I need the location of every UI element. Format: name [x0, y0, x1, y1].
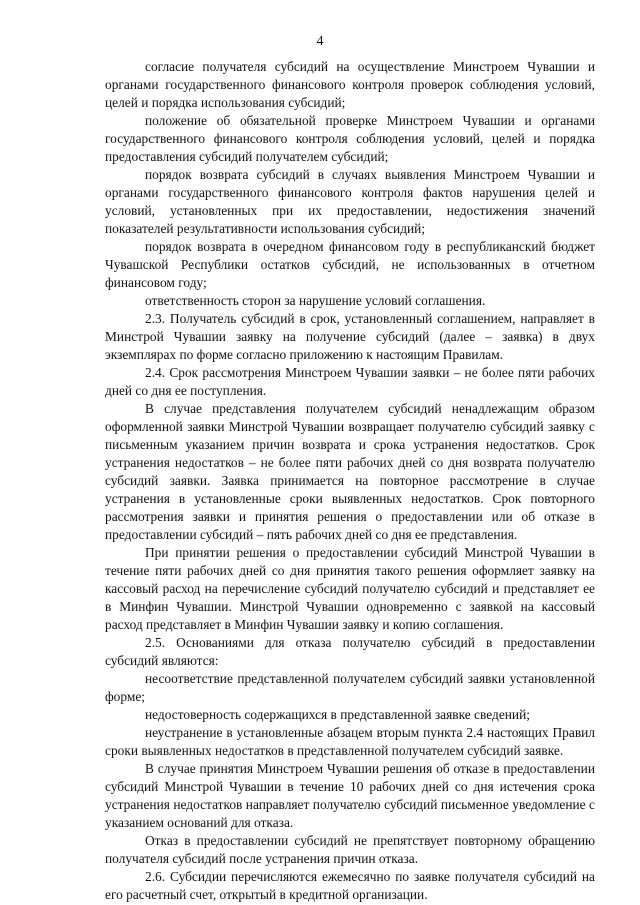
paragraph-reapplication: Отказ в предоставлении субсидий не препятствует повторному обращению получателя субсидий после устранения причин отказа.: [105, 833, 595, 866]
paragraph-mandatory-inspection: положение об обязательной проверке Минстроем Чувашии и органами государственного финансового контроля соблюдения условий, целей и порядка предоставления субсидий получателем субсидий;: [105, 113, 595, 164]
document-body: [105, 58, 595, 904]
paragraph-unused-balance-return: порядок возврата в очередном финансовом году в республиканский бюджет Чувашской Республики остатков субсидий, не использованных в отчетном финансовом году;: [105, 239, 595, 290]
paragraph-2-4: 2.4. Срок рассмотрения Минстроем Чувашии заявки – не более пяти рабочих дней со дня ее поступления.: [105, 365, 595, 398]
paragraph-refusal-notice: В случае принятия Минстроем Чувашии решения об отказе в предоставлении субсидий Минстрой Чувашии в течение 10 рабочих дней со дня истечения срока устранения недостатков направляет получателю субсидий письменное уведомление с указанием оснований для отказа.: [105, 761, 595, 830]
paragraph-payment-decision: При принятии решения о предоставлении субсидий Минстрой Чувашии в течение пяти рабочих дней со дня принятия такого решения оформляет заявку на кассовый расход на перечисление субсидий получателю субсидий и представляет ее в Минфин Чувашии. Минстрой Чувашии одновременно с заявкой на кассовый расход представляет в Минфин Чувашии заявку и копию соглашения.: [105, 545, 595, 632]
paragraph-refusal-false-info: недостоверность содержащихся в представленной заявке сведений;: [145, 707, 530, 722]
paragraph-refusal-form-mismatch: несоответствие представленной получателем субсидий заявки установленной форме;: [105, 671, 595, 704]
paragraph-refusal-not-fixed: неустранение в установленные абзацем вторым пункта 2.4 настоящих Правил сроки выявленных недостатков в представленной получателем субсидий заявке.: [105, 725, 595, 758]
paragraph-2-6: 2.6. Субсидии перечисляются ежемесячно по заявке получателя субсидий на его расчетный счет, открытый в кредитной организации.: [105, 869, 595, 902]
paragraph-refund-procedure: порядок возврата субсидий в случаях выявления Минстроем Чувашии и органами государственного финансового контроля фактов нарушения целей и условий, установленных при их предоставлении, недостижения значений показателей результативности использования субсидий;: [105, 167, 595, 236]
paragraph-2-5: 2.5. Основаниями для отказа получателю субсидий в предоставлении субсидий являются:: [105, 635, 595, 668]
paragraph-consent-inspection: согласие получателя субсидий на осуществление Минстроем Чувашии и органами государственного финансового контроля проверок соблюдения условий, целей и порядка использования субсидий;: [105, 59, 595, 110]
paragraph-liability: ответственность сторон за нарушение условий соглашения.: [145, 293, 486, 308]
paragraph-2-3: 2.3. Получатель субсидий в срок, установленный соглашением, направляет в Минстрой Чувашии заявку на получение субсидий (далее – заявка) в двух экземплярах по форме согласно приложению к настоящим Правилам.: [105, 311, 595, 362]
paragraph-improper-application: В случае представления получателем субсидий ненадлежащим образом оформленной заявки Минстрой Чувашии возвращает получателю субсидий заявку с письменным указанием причин возврата и срока устранения недостатков. Срок устранения недостатков – не более пяти рабочих дней со дня возврата получателю субсидий заявки. Заявка принимается на повторное рассмотрение в случае устранения в установленные сроки выявленных недостатков. Срок повторного рассмотрения заявки и принятия решения о предоставлении или об отказе в предоставлении субсидий – пять рабочих дней со дня ее представления.: [105, 401, 595, 542]
page-number: 4: [316, 34, 324, 49]
